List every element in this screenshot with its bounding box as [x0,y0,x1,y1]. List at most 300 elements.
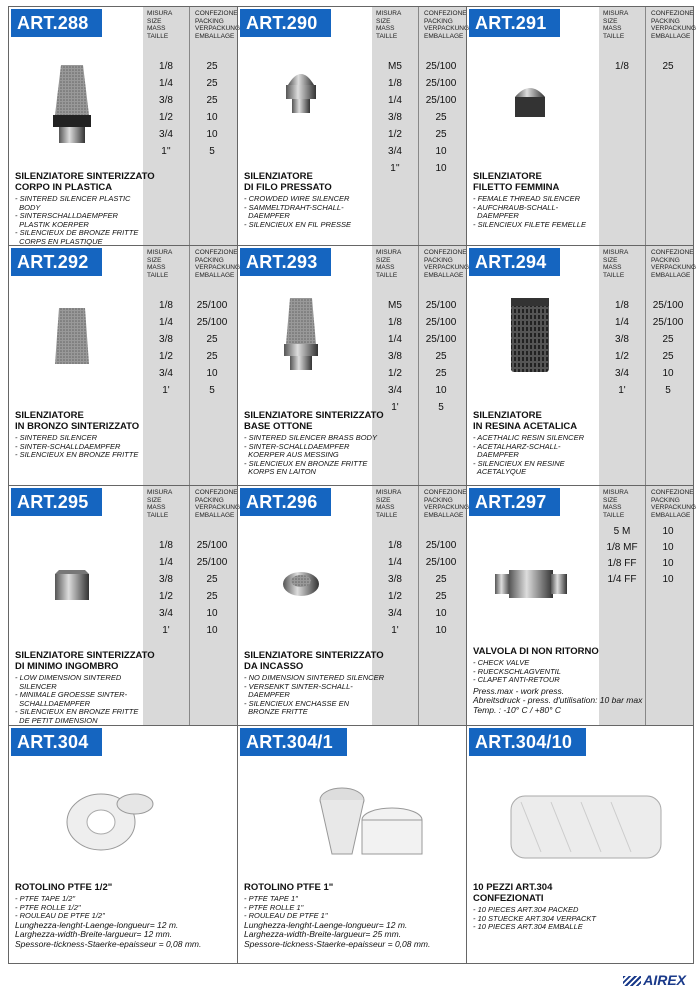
size-header [147,489,172,519]
size-value: 1/4 [388,334,402,345]
translation-lines [473,659,642,685]
article-code-badge: ART.304/1 [240,728,347,756]
packing-header-line: VERPACKUNG [195,504,241,511]
size-value: 3/4 [388,608,402,619]
size-header [147,10,172,40]
translation-line: - SINTERED SILENCER [15,433,98,442]
packing-header-line: EMBALLAGE [424,511,464,519]
packing-header-line: CONFEZIONE [424,10,467,17]
product-title: CONFEZIONATI [473,893,544,904]
product-title: SILENZIATORE SINTERIZZATO [15,171,155,182]
packing-header-line: VERPACKUNG [424,264,470,271]
translation-line: KORPS EN LAITON [244,467,316,477]
translation-line: - 10 PIECES ART.304 EMBALLE [473,922,583,932]
product-card [237,486,470,725]
table-divider [418,246,419,485]
packing-header-line: CONFEZIONE [651,489,694,496]
size-header-line: MASS [147,504,166,511]
translation-line: - SILENCIEUX EN FIL PRESSE [244,219,351,229]
product-title: 10 PEZZI ART.304 [473,882,553,893]
product-card [466,7,697,245]
packing-value: 25 [435,351,447,362]
product-description [15,410,139,460]
product-photo-icon [27,524,117,634]
translation-line: - PTFE TAPE 1/2" [15,894,76,903]
product-title: SILENZIATORE SINTERIZZATO [244,410,384,421]
size-value: 1/4 [159,317,173,328]
packing-value: 25 [206,61,218,72]
packing-value: 10 [435,385,447,396]
packing-header-line: PACKING [195,17,224,25]
ptfe-description [244,882,430,949]
translation-line: - SINTERSCHALLDAEMPFER [15,211,118,221]
packing-header-line: EMBALLAGE [195,271,235,279]
size-header-line: MISURA [376,10,402,17]
size-value: 1/8 [615,61,629,72]
size-header-line: MASS [376,504,395,511]
size-value: 1/8 [159,540,173,551]
size-header-line: SIZE [376,17,391,25]
logo-text: AIREX [643,972,686,988]
translation-line: - ROULEAU DE PTFE 1/2" [15,911,105,921]
translation-lines [473,906,596,932]
packing-header-line: VERPACKUNG [651,25,697,32]
packing-header [424,10,469,40]
size-header-line: TAILLE [376,271,398,279]
size-value: 1/4 FF [607,574,637,585]
packing-value: 10 [435,146,447,157]
article-code-badge: ART.304/10 [469,728,586,756]
translation-lines [15,434,139,460]
packing-header [424,489,469,519]
packing-header-line: CONFEZIONE [195,489,238,496]
size-header-line: MASS [603,504,622,511]
packing-value: 25 [206,334,218,345]
size-header [603,249,628,279]
translation-lines [244,895,430,921]
translation-lines [473,434,584,477]
translation-line: - CROWDED WIRE SILENCER [244,194,350,203]
packing-value: 5 [438,402,444,413]
product-description [473,646,642,715]
size-packing-table [372,7,470,245]
translation-line: - PTFE ROLLE 1/2" [15,902,81,912]
translation-line: PLASTIK KOERPER [15,219,89,229]
size-header-line: TAILLE [147,271,169,279]
size-value: 3/8 [615,334,629,345]
packing-value: 25 [435,112,447,123]
spec-line: Press.max - work press. [473,685,565,696]
packing-value: 25/100 [196,300,228,311]
ptfe-card [8,726,237,963]
size-value: 3/8 [388,351,402,362]
size-header-line: MISURA [147,489,173,496]
translation-line: KOERPER AUS MESSING [244,450,339,460]
size-value: 1/4 [388,557,402,568]
size-value: 1' [162,625,170,636]
translation-line: - CLAPET ANTI-RETOUR [473,675,560,685]
packing-value: 5 [665,385,671,396]
translation-line: - ACETHALIC RESIN SILENCER [473,433,584,442]
packing-header-line: EMBALLAGE [424,32,464,40]
translation-lines [15,674,155,726]
ptfe-roll-icon [23,762,223,872]
size-value: 3/4 [159,368,173,379]
packing-value: 25/100 [425,540,457,551]
size-header-line: MASS [603,264,622,271]
size-header-line: TAILLE [603,511,625,519]
packing-value: 25 [206,78,218,89]
packing-header-line: VERPACKUNG [651,504,697,511]
product-title: SILENZIATORE SINTERIZZATO [15,650,155,661]
spec-line: Spessore-tickness-Staerke-epaisseur = 0,08 mm. [15,938,202,949]
size-header-line: SIZE [147,17,162,25]
spec-line: Larghezza-width-Breite-largueur= 12 mm. [15,929,173,940]
product-row [8,486,697,726]
product-title: DI MINIMO INGOMBRO [15,661,119,672]
packing-value: 25/100 [425,557,457,568]
packing-value: 10 [662,542,674,553]
article-code-badge: ART.290 [240,9,331,37]
packing-header-line: PACKING [195,256,224,264]
ptfe-description [15,882,201,949]
product-photo-icon [256,524,346,634]
size-header-line: TAILLE [603,32,625,40]
tape-pack-icon [481,762,681,872]
packing-header-line: EMBALLAGE [195,511,235,519]
packing-value: 5 [209,385,215,396]
translation-line: SCHALLDAEMPFER [15,698,91,708]
packing-header-line: CONFEZIONE [195,249,238,256]
packing-value: 25 [662,334,674,345]
packing-header-line: EMBALLAGE [651,271,691,279]
product-card [8,246,241,485]
product-photo [27,45,117,160]
product-photo-icon [485,45,575,155]
size-header-line: SIZE [147,496,162,504]
size-value: 1/8 [159,61,173,72]
table-divider [418,486,419,725]
translation-line: - SINTERED SILENCER PLASTIC [15,194,131,203]
packing-value: 25/100 [425,317,457,328]
packing-header-line: PACKING [651,256,680,264]
packing-value: 25 [662,351,674,362]
product-photo-icon [256,45,346,155]
product-photo-icon [27,45,117,155]
translation-line: - RUECKSCHLAGVENTIL [473,666,561,676]
size-header-line: SIZE [603,496,618,504]
article-code-badge: ART.294 [469,248,560,276]
product-title: IN BRONZO SINTERIZZATO [15,421,140,432]
packing-value: 25/100 [196,540,228,551]
product-title: ROTOLINO PTFE 1" [244,882,334,893]
table-divider [189,246,190,485]
size-header [376,10,401,40]
spec-line: Spessore-tickness-Staerke-epaisseur = 0,08 mm. [244,938,431,949]
size-value: 1' [391,625,399,636]
product-title: SILENZIATORE [473,171,542,182]
product-description [244,171,351,229]
packing-header [651,489,696,519]
product-row [8,246,697,486]
size-value: 1/2 [159,351,173,362]
size-packing-table [143,7,241,245]
packing-value: 25 [206,95,218,106]
product-photo-icon [485,284,575,394]
packing-value: 25/100 [425,61,457,72]
translation-line: DAEMPFER [244,690,290,700]
product-title: DA INCASSO [244,661,304,672]
product-photo-icon [27,284,117,394]
product-description [244,650,384,717]
packing-header-line: EMBALLAGE [424,271,464,279]
size-header-line: MASS [147,264,166,271]
product-title: VALVOLA DI NON RITORNO [473,646,599,657]
translation-line: - NO DIMENSION SINTERED SILENCER [244,673,385,682]
product-description [473,171,586,229]
packing-header-line: CONFEZIONE [424,249,467,256]
translation-line: CORPS EN PLASTIQUE [15,236,103,246]
packing-header [424,249,469,279]
ptfe-card [466,726,694,963]
article-code-badge: ART.291 [469,9,560,37]
size-value: 3/8 [159,334,173,345]
logo-mark-icon [623,976,641,986]
translation-lines [473,195,586,229]
packing-value: 10 [206,129,218,140]
spec-line: Lunghezza-lenght-Laenge-longueur= 12 m. [15,919,179,930]
ptfe-description [473,882,596,932]
size-value: 3/8 [388,574,402,585]
size-header [376,249,401,279]
size-value: 1' [618,385,626,396]
packing-value: 25/100 [425,334,457,345]
product-description [244,410,384,477]
translation-line: - ROULEAU DE PTFE 1" [244,911,328,921]
translation-line: DE PETIT DIMENSION [15,715,98,725]
spec-line: Temp. : -10° C / +80° C [473,704,561,715]
translation-lines [244,195,351,229]
packing-header-line: PACKING [424,496,453,504]
airex-logo [623,972,686,988]
packing-value: 25/100 [425,300,457,311]
translation-line: - SILENCIEUX EN BRONZE FRITTE [15,450,139,460]
size-header-line: SIZE [603,17,618,25]
packing-header-line: EMBALLAGE [195,32,235,40]
size-value: 1/8 [388,317,402,328]
product-title: IN RESINA ACETALICA [473,421,578,432]
product-title: FILETTO FEMMINA [473,182,560,193]
size-value: 1'' [390,163,400,174]
packing-value: 25 [435,129,447,140]
product-photo [485,45,575,160]
article-code-badge: ART.296 [240,488,331,516]
size-value: 3/8 [388,112,402,123]
size-value: 1/2 [615,351,629,362]
packing-header-line: PACKING [424,256,453,264]
translation-line: - AUFCHRAUB-SCHALL- [473,202,559,212]
translation-line: ACETALYQUE [473,467,527,477]
translation-lines [15,195,155,247]
size-value: 3/8 [159,574,173,585]
translation-line: DAEMPFER [473,450,519,460]
size-header-line: SIZE [376,256,391,264]
packing-value: 25/100 [652,317,684,328]
size-value: 3/4 [388,385,402,396]
size-value: 1/2 [388,368,402,379]
size-header-line: SIZE [147,256,162,264]
product-photo [256,45,346,160]
product-title: DI FILO PRESSATO [244,182,332,193]
size-packing-table [372,486,470,725]
translation-line: - SILENCIEUX DE BRONZE FRITTE [15,228,139,238]
packing-value: 25/100 [196,317,228,328]
packing-header-line: VERPACKUNG [424,25,470,32]
translation-line: DAEMPFER [244,211,290,221]
size-header-line: MASS [376,264,395,271]
packing-value: 25 [662,61,674,72]
article-code-badge: ART.293 [240,248,331,276]
size-header-line: TAILLE [376,511,398,519]
product-card [466,486,697,725]
size-header-line: MISURA [147,249,173,256]
product-card [8,7,241,246]
table-divider [189,7,190,245]
product-photo [485,284,575,399]
packing-value: 5 [209,146,215,157]
product-row [8,6,697,246]
article-code-badge: ART.295 [11,488,102,516]
spec-line: Larghezza-width-Breite-largueur= 25 mm. [244,929,402,940]
tape-specs [15,921,201,950]
translation-line: - SILENCIEUX EN RESINE [473,458,565,468]
packing-value: 25 [435,591,447,602]
packing-header [195,249,240,279]
size-value: 3/8 [159,95,173,106]
article-code-badge: ART.292 [11,248,102,276]
table-divider [189,486,190,725]
packing-header [651,249,696,279]
translation-line: - SINTER-SCHALLDAEMPFER [15,441,121,451]
packing-header-line: CONFEZIONE [195,10,238,17]
size-header-line: MASS [603,25,622,32]
size-value: 1/2 [159,591,173,602]
size-header [376,489,401,519]
packing-value: 25 [206,591,218,602]
packing-value: 10 [435,608,447,619]
packing-header-line: VERPACKUNG [651,264,697,271]
packing-value: 10 [662,526,674,537]
size-header-line: MASS [147,25,166,32]
translation-lines [244,674,384,717]
ptfe-row [8,726,694,964]
packing-header-line: CONFEZIONE [424,489,467,496]
size-header-line: SIZE [376,496,391,504]
packing-value: 25 [435,368,447,379]
translation-line: - SAMMELTDRAHT-SCHALL- [244,202,344,212]
size-header-line: MISURA [376,489,402,496]
packing-value: 25/100 [652,300,684,311]
ptfe-roll-icon [252,762,452,872]
size-header-line: TAILLE [603,271,625,279]
size-value: 3/4 [615,368,629,379]
size-value: 1/4 [159,78,173,89]
product-title: ROTOLINO PTFE 1/2" [15,882,113,893]
packing-value: 10 [662,368,674,379]
packing-value: 10 [206,608,218,619]
size-header-line: MISURA [603,10,629,17]
product-photo [27,524,117,639]
size-value: 1' [162,385,170,396]
table-divider [418,7,419,245]
packing-value: 10 [206,112,218,123]
size-header-line: MASS [376,25,395,32]
packing-header-line: CONFEZIONE [651,249,694,256]
size-header-line: TAILLE [376,32,398,40]
size-value: 1/4 [159,557,173,568]
packing-header-line: EMBALLAGE [651,32,691,40]
translation-line: - LOW DIMENSION SINTERED [15,673,122,682]
product-photo-icon [256,284,346,394]
size-packing-table [143,246,241,485]
translation-line: - VERSENKT SINTER-SCHALL- [244,681,353,691]
table-divider [645,486,646,725]
spec-line: Abreitsdruck - press. d'utilisation: 10 bar max [473,695,643,706]
table-divider [645,7,646,245]
packing-value: 10 [206,368,218,379]
size-header [603,10,628,40]
packing-header-line: VERPACKUNG [424,504,470,511]
size-value: 1/8 FF [607,558,637,569]
product-card [237,246,470,485]
packing-value: 25 [206,574,218,585]
product-photo [485,524,575,639]
size-value: 1'' [161,146,171,157]
product-photo [256,524,346,639]
size-header [603,489,628,519]
translation-line: BODY [15,202,41,212]
translation-line: - PTFE ROLLE 1" [244,902,304,912]
product-description [15,171,155,247]
product-title: BASE OTTONE [244,421,313,432]
translation-line: - MINIMALE GROESSE SINTER- [15,690,128,700]
tape-specs [244,921,430,950]
size-value: 1/8 [388,78,402,89]
translation-line: - SILENCIEUX ENCHASSE EN [244,698,350,708]
product-title: CORPO IN PLASTICA [15,182,113,193]
size-value: 1/4 [615,317,629,328]
size-value: 3/4 [388,146,402,157]
size-header-line: MISURA [603,249,629,256]
product-description [473,410,584,477]
article-code-badge: ART.288 [11,9,102,37]
size-value: 1/2 [388,591,402,602]
translation-line: - ACETALHARZ-SCHALL- [473,441,561,451]
translation-line: - 10 PIECES ART.304 PACKED [473,905,579,914]
translation-lines [15,895,201,921]
size-value: 1/8 [388,540,402,551]
spec-line: Lunghezza-lenght-Laenge-longueur= 12 m. [244,919,408,930]
translation-line: - SINTERED SILENCER BRASS BODY [244,433,377,442]
translation-line: - SINTER-SCHALLDAEMPFER [244,441,350,451]
packing-header-line: PACKING [651,496,680,504]
packing-header-line: PACKING [424,17,453,25]
translation-line: - 10 STUECKE ART.304 VERPACKT [473,913,596,923]
ptfe-card [237,726,466,963]
size-value: 5 M [613,526,631,537]
translation-line: - PTFE TAPE 1" [244,894,298,903]
packing-header [195,10,240,40]
